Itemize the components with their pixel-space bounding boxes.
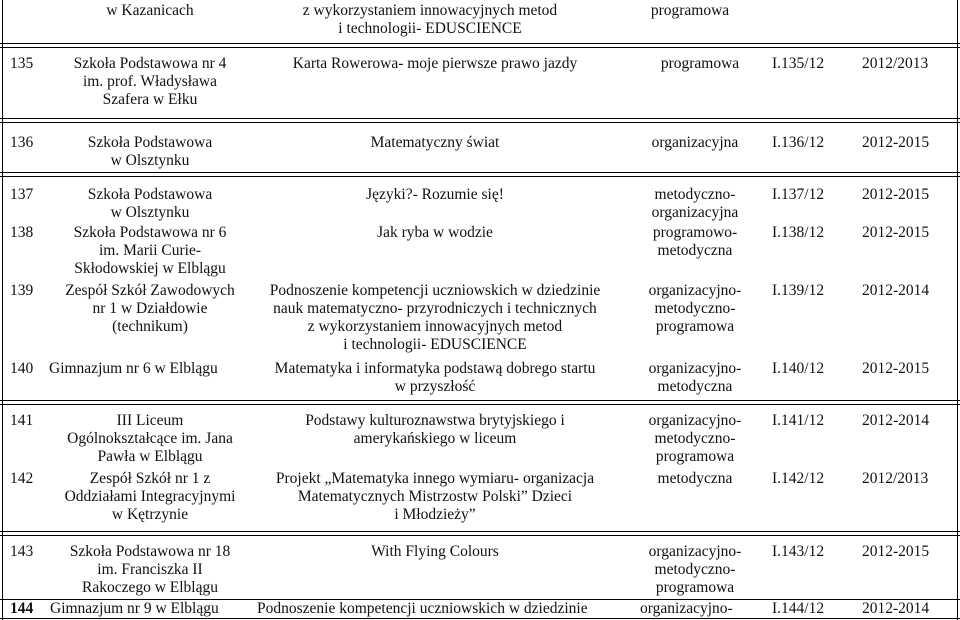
years: 2012/2013	[862, 470, 929, 487]
school-name: Szkoła Podstawowa nr 18 im. Franciszka II Rakoczego w Elblągu	[69, 543, 231, 596]
registry-code: I.142/12	[772, 470, 825, 487]
years: 2012-2014	[862, 412, 930, 429]
innovation-title: z wykorzystaniem innowacyjnych metod i technologii- EDUSCIENCE	[302, 2, 558, 37]
school-name: Szkoła Podstawowa nr 4 im. prof. Władysława Szafera w Ełku	[73, 55, 227, 108]
innovation-type: organizacyjno- metodyczno- programowa	[648, 282, 742, 335]
school-name: Zespół Szkół nr 1 z Oddziałami Integracyjnymi w Kętrzynie	[64, 470, 236, 523]
row-border	[0, 118, 960, 119]
registry-code: I.136/12	[772, 134, 825, 151]
row-number: 137	[10, 186, 34, 203]
years: 2012-2015	[862, 360, 930, 377]
years: 2012-2014	[862, 282, 930, 299]
registry-code: I.144/12	[772, 600, 825, 617]
school-name: Gimnazjum nr 6 w Elblągu	[49, 360, 218, 377]
innovation-type: metodyczno- organizacyjna	[651, 186, 739, 221]
row-number: 141	[10, 412, 34, 429]
registry-code: I.140/12	[772, 360, 825, 377]
row-border	[0, 43, 960, 44]
row-number: 144	[10, 600, 34, 617]
school-name: Szkoła Podstawowa w Olsztynku	[87, 186, 213, 221]
row-border	[0, 176, 960, 177]
school-name: Szkoła Podstawowa w Olsztynku	[87, 134, 213, 169]
registry-code: I.141/12	[772, 412, 825, 429]
years: 2012/2013	[862, 55, 929, 72]
innovation-title: Podnoszenie kompetencji uczniowskich w dziedzinie	[257, 600, 588, 617]
innovation-title: Podnoszenie kompetencji uczniowskich w dziedzinie nauk matematyczno- przyrodniczych i technicznych z wykorzystaniem innowacyjnych metod i technologii- EDUSCIENCE	[269, 282, 601, 353]
row-border	[0, 400, 960, 401]
innovation-title: Jak ryba w wodzie	[377, 224, 493, 241]
years: 2012-2014	[862, 600, 930, 617]
registry-code: I.137/12	[772, 186, 825, 203]
innovation-type: programowa	[650, 2, 730, 19]
school-name: Gimnazjum nr 9 w Elblągu	[50, 600, 219, 617]
row-border	[0, 535, 960, 536]
row-border	[0, 172, 960, 173]
row-number: 136	[10, 134, 34, 151]
innovation-type: organizacyjno-	[640, 600, 733, 617]
registry-code: I.143/12	[772, 543, 825, 560]
school-name: w Kazanicach	[106, 2, 194, 19]
innovation-title: Matematyka i informatyka podstawą dobrego startu w przyszłość	[274, 360, 596, 395]
innovation-title: Języki?- Rozumie się!	[366, 186, 504, 203]
innovation-title: Matematyczny świat	[370, 134, 500, 151]
years: 2012-2015	[862, 543, 930, 560]
row-border	[0, 531, 960, 532]
innovation-title: Projekt „Matematyka innego wymiaru- organizacja Matematycznych Mistrzostw Polski” Dzieci i Młodzieży”	[275, 470, 595, 523]
row-number: 142	[10, 470, 34, 487]
innovation-title: With Flying Colours	[371, 543, 499, 560]
innovation-type: organizacyjno- metodyczno- programowa	[648, 543, 742, 596]
column-border	[2, 0, 3, 620]
years: 2012-2015	[862, 134, 930, 151]
registry-code: I.139/12	[772, 282, 825, 299]
innovation-type: organizacyjna	[651, 134, 739, 151]
school-name: III Liceum Ogólnokształcące im. Jana Pawła w Elblągu	[67, 412, 233, 465]
innovation-type: metodyczna	[657, 470, 733, 487]
row-number: 138	[10, 224, 34, 241]
row-number: 135	[10, 55, 34, 72]
registry-code: I.138/12	[772, 224, 825, 241]
column-border	[957, 0, 958, 620]
row-border	[0, 618, 960, 619]
row-number: 140	[10, 360, 34, 377]
innovation-type: organizacyjno- metodyczno- programowa	[648, 412, 742, 465]
registry-code: I.135/12	[772, 55, 825, 72]
row-border	[0, 122, 960, 123]
years: 2012-2015	[862, 224, 930, 241]
row-border	[0, 47, 960, 48]
innovation-type: organizacyjno- metodyczna	[648, 360, 742, 395]
row-number: 143	[10, 543, 34, 560]
innovation-type: programowo- metodyczna	[652, 224, 738, 259]
innovation-title: Karta Rowerowa- moje pierwsze prawo jazdy	[292, 55, 578, 72]
innovation-type: programowa	[660, 55, 740, 72]
innovation-title: Podstawy kulturoznawstwa brytyjskiego i amerykańskiego w liceum	[305, 412, 565, 447]
row-border	[0, 404, 960, 405]
years: 2012-2015	[862, 186, 930, 203]
school-name: Szkoła Podstawowa nr 6 im. Marii Curie- Skłodowskiej w Elblągu	[73, 224, 227, 277]
row-number: 139	[10, 282, 34, 299]
school-name: Zespół Szkół Zawodowych nr 1 w Działdowie (technikum)	[65, 282, 235, 335]
